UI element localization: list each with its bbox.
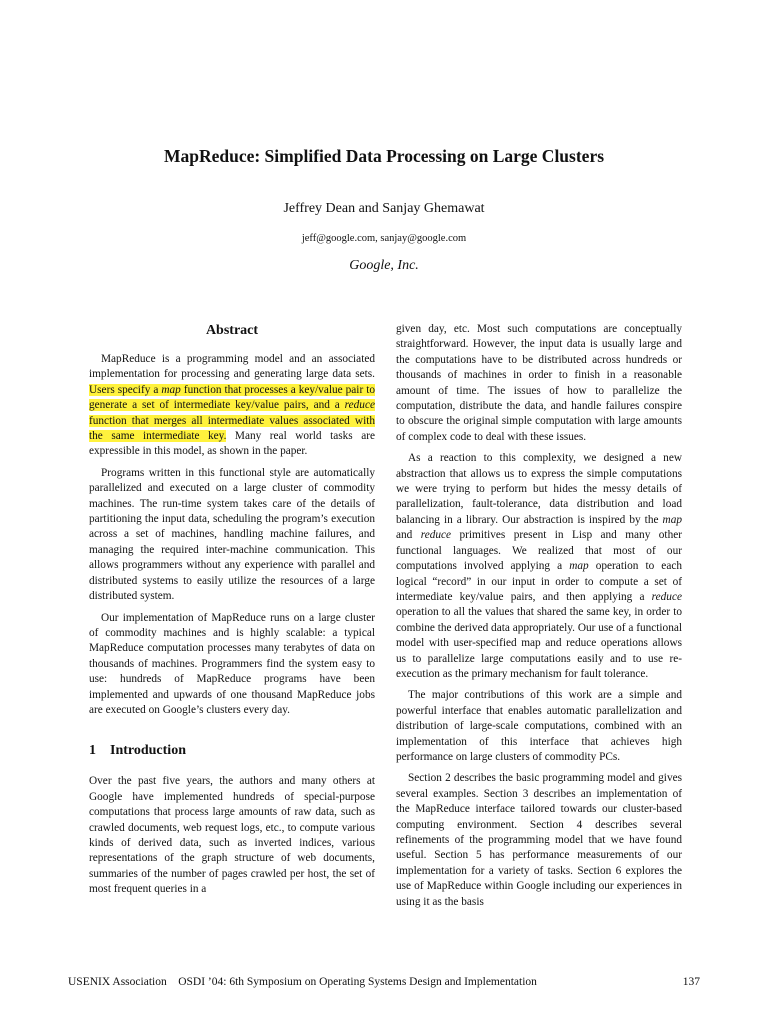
body-text: As a reaction to this complexity, we designed a new abstraction that allows us to express the simple computations we were trying to perform but hides the messy details of parallelization, fault-tolerance, data distribution and load balancing in a library. Our abstraction is inspired by the [396, 452, 682, 526]
body-text: primitives present in Lisp and many other functional languages. We realized that most of our computations involved applying a [396, 529, 682, 573]
highlight-map-term: map [161, 383, 181, 396]
author-emails: jeff@google.com, sanjay@google.com [301, 233, 467, 244]
intro-paragraph-1: Over the past five years, the authors and many others at Google have implemented hundreds of special-purpose computations that process large amounts of raw data, such as crawled documents, web request logs, etc., to compute various kinds of derived data, such as inverted indices, various representations of the graph structure of web documents, summaries of the number of pages crawled per host, the set of most frequent queries in a [89, 775, 375, 896]
highlight-part: Users specify a [89, 383, 162, 396]
intro-paragraph-3: The major contributions of this work are a simple and powerful interface that enables automatic parallelization and distribution of large-scale computations, combined with an implementation of this interface that achieves high performance on large clusters of commodity PCs. [396, 689, 682, 763]
section-title: Introduction [110, 743, 186, 759]
intro-paragraph-1-cont: given day, etc. Most such computations are conceptually straightforward. However, the input data is usually large and the computations have to be distributed across hundreds or thousands of machines in order to finish in a reasonable amount of time. The issues of how to parallelize the computation, distribute the data, and handle failures conspire to obscure the original simple computation with large amounts of complex code to deal with these issues. [396, 323, 682, 443]
right-column [396, 322, 682, 916]
paper-authors: Jeffrey Dean and Sanjay Ghemawat [283, 201, 485, 216]
abstract-text: MapReduce is a programming model and an associated implementation for processing and generating large data sets. [89, 353, 375, 381]
abstract-text: Many real world tasks are expressible in this model, as shown in the paper. [89, 430, 375, 458]
footer-venue: USENIX Association OSDI ’04: 6th Symposium on Operating Systems Design and Implementation [68, 976, 537, 988]
map-term: map [569, 560, 589, 573]
left-column [89, 322, 375, 904]
abstract-paragraph-1 [89, 352, 375, 460]
body-text: operation to all the values that shared the same key, in order to combine the derived data appropriately. Our use of a functional model with user-specified map and reduce operations allows us to parallelize large computations easily and to use re-execution as the primary mechanism for fault tolerance. [396, 606, 682, 680]
highlight-reduce-term: reduce [344, 399, 375, 412]
abstract-heading: Abstract [205, 323, 259, 338]
highlight-part: function that merges all intermediate values associated with the same intermediate key. [89, 414, 375, 443]
reduce-term: reduce [420, 529, 452, 542]
intro-paragraph-4: Section 2 describes the basic programming model and gives several examples. Section 3 describes an implementation of the MapReduce interface tailored towards our cluster-based computing environment. Section 4 describes several refinements of the programming model that we have found useful. Section 5 has performance measurements of our implementation for a variety of tasks. Section 6 explores the use of MapReduce within Google including our experiences in using it as the basis [396, 772, 682, 908]
body-text: operation to each logical “record” in our input in order to compute a set of intermediate key/value pairs, and then applying a [396, 560, 682, 603]
author-affiliation: Google, Inc. [349, 258, 419, 273]
intro-paragraph-2 [396, 451, 682, 682]
body-text: and [396, 529, 421, 542]
paper-title: MapReduce: Simplified Data Processing on Large Clusters [163, 146, 605, 166]
section-heading-introduction [89, 742, 375, 760]
abstract-paragraph-3: Our implementation of MapReduce runs on a large cluster of commodity machines and is highly scalable: a typical MapReduce computation processes many terabytes of data on thousands of machines. Programmers find the system easy to use: hundreds of MapReduce programs have been implemented and upwards of one thousand MapReduce jobs are executed on Google’s clusters every day. [89, 611, 375, 716]
map-term: map [662, 513, 682, 526]
section-number: 1 [89, 743, 96, 759]
reduce-term: reduce [651, 590, 682, 603]
page-number: 137 [682, 976, 700, 988]
highlight-part: function that processes a key/value pair to generate a set of intermediate key/value pairs, and a [89, 383, 375, 412]
abstract-paragraph-2: Programs written in this functional style are automatically parallelized and executed on a large cluster of commodity machines. The run-time system takes care of the details of partitioning the input data, scheduling the program’s execution across a set of machines, handling machine failures, and managing the required inter-machine communication. This allows programmers without any experience with parallel and distributed systems to easily utilize the resources of a large distributed system. [89, 466, 375, 603]
